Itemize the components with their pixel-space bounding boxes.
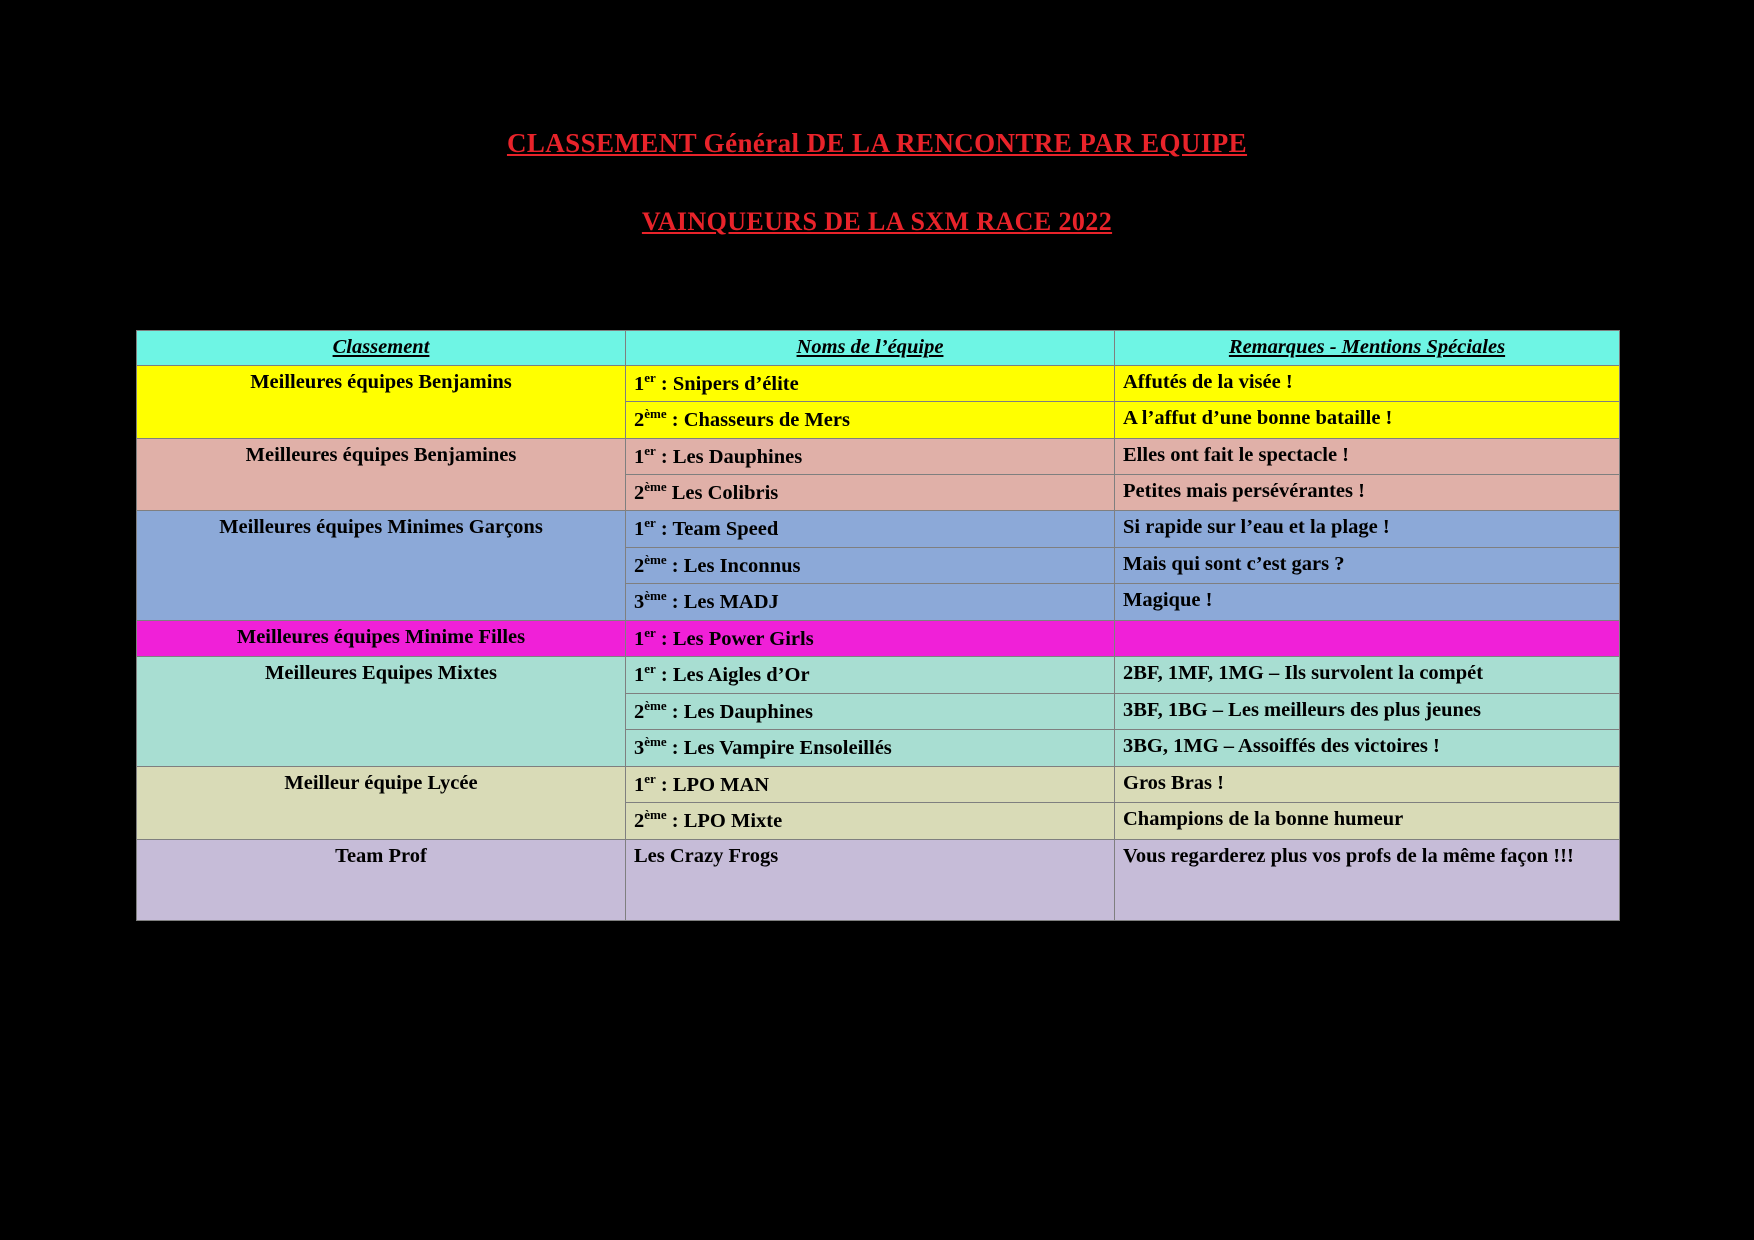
category-cell: Meilleur équipe Lycée — [137, 766, 626, 839]
rank-number: 3 — [634, 736, 645, 759]
rank-ordinal-suffix: er — [644, 770, 656, 786]
rank-ordinal-suffix: ème — [644, 406, 667, 422]
rank-ordinal-suffix: ème — [644, 478, 667, 494]
document-titles — [0, 128, 1754, 237]
team-label: Les MADJ — [683, 591, 779, 614]
remark-cell: 2BF, 1MF, 1MG – Ils survolent la compét — [1115, 657, 1620, 693]
category-cell: Meilleures équipes Benjamins — [137, 365, 626, 438]
team-label: Chasseurs de Mers — [683, 408, 850, 431]
rank-ordinal-suffix: er — [644, 624, 656, 640]
category-cell: Meilleures équipes Minimes Garçons — [137, 511, 626, 620]
remark-cell: Si rapide sur l’eau et la plage ! — [1115, 511, 1620, 547]
team-name-cell — [626, 474, 1115, 510]
remark-cell: Vous regarderez plus vos profs de la même façon !!! — [1115, 839, 1620, 920]
table-row — [137, 511, 1620, 547]
ranking-table-container — [136, 330, 1619, 921]
rank-number: 2 — [634, 809, 645, 832]
rank-ordinal-suffix: er — [644, 661, 656, 677]
rank-number: 1 — [634, 445, 645, 468]
rank-number: 2 — [634, 554, 645, 577]
rank-ordinal-suffix: ème — [644, 807, 667, 823]
team-label: Les Colibris — [671, 481, 779, 504]
team-name-cell: 3ème : Les Vampire Ensoleillés — [626, 730, 1115, 766]
team-label: Team Speed — [672, 518, 779, 541]
team-name-cell: 1er : Les Aigles d’Or — [626, 657, 1115, 693]
rank-number: 1 — [634, 372, 645, 395]
category-cell: Team Prof — [137, 839, 626, 920]
team-name-cell: 2ème : Les Dauphines — [626, 693, 1115, 729]
remark-cell — [1115, 620, 1620, 656]
team-name-cell — [626, 839, 1115, 920]
remark-cell: Champions de la bonne humeur — [1115, 803, 1620, 839]
column-header-remarques: Remarques - Mentions Spéciales — [1115, 331, 1620, 366]
team-label: Les Inconnus — [683, 554, 801, 577]
table-header — [137, 331, 1620, 366]
rank-ordinal-suffix: ème — [644, 588, 667, 604]
rank-number: 2 — [634, 408, 645, 431]
team-label: Les Aigles d’Or — [672, 664, 810, 687]
rank-ordinal-suffix: er — [644, 369, 656, 385]
team-name-cell: 2ème : Chasseurs de Mers — [626, 402, 1115, 438]
remark-cell: A l’affut d’une bonne bataille ! — [1115, 402, 1620, 438]
table-row — [137, 365, 1620, 401]
remark-cell: 3BG, 1MG – Assoiffés des victoires ! — [1115, 730, 1620, 766]
team-name-cell: 1er : Les Power Girls — [626, 620, 1115, 656]
table-row — [137, 766, 1620, 802]
category-cell: Meilleures Equipes Mixtes — [137, 657, 626, 766]
team-name-cell: 2ème : Les Inconnus — [626, 547, 1115, 583]
rank-number: 2 — [634, 481, 645, 504]
remark-cell: 3BF, 1BG – Les meilleurs des plus jeunes — [1115, 693, 1620, 729]
team-name-cell: 2ème : LPO Mixte — [626, 803, 1115, 839]
remark-cell: Elles ont fait le spectacle ! — [1115, 438, 1620, 474]
remark-cell: Gros Bras ! — [1115, 766, 1620, 802]
column-header-classement: Classement — [137, 331, 626, 366]
team-name-cell: 3ème : Les MADJ — [626, 584, 1115, 620]
column-header-noms-equipe: Noms de l’équipe — [626, 331, 1115, 366]
team-label: Les Crazy Frogs — [634, 844, 779, 867]
team-label: LPO Mixte — [683, 809, 783, 832]
table-body — [137, 365, 1620, 920]
ranking-table — [136, 330, 1620, 921]
rank-ordinal-suffix: ème — [644, 697, 667, 713]
page-subtitle: VAINQUEURS DE LA SXM RACE 2022 — [641, 207, 1113, 236]
rank-ordinal-suffix: ème — [644, 551, 667, 567]
rank-number: 3 — [634, 591, 645, 614]
remark-cell: Mais qui sont c’est gars ? — [1115, 547, 1620, 583]
team-name-cell: 1er : Les Dauphines — [626, 438, 1115, 474]
page-title: CLASSEMENT Général DE LA RENCONTRE PAR EQUIPE — [506, 128, 1248, 158]
rank-ordinal-suffix: er — [644, 442, 656, 458]
team-label: Les Dauphines — [672, 445, 803, 468]
category-cell: Meilleures équipes Benjamines — [137, 438, 626, 511]
remark-cell: Affutés de la visée ! — [1115, 365, 1620, 401]
table-row — [137, 438, 1620, 474]
rank-ordinal-suffix: er — [644, 515, 656, 531]
remark-cell: Magique ! — [1115, 584, 1620, 620]
rank-number: 1 — [634, 627, 645, 650]
team-label: Snipers d’élite — [672, 372, 799, 395]
rank-number: 1 — [634, 664, 645, 687]
team-name-cell: 1er : LPO MAN — [626, 766, 1115, 802]
team-name-cell: 1er : Team Speed — [626, 511, 1115, 547]
team-label: Les Dauphines — [683, 700, 814, 723]
category-cell: Meilleures équipes Minime Filles — [137, 620, 626, 656]
table-row — [137, 620, 1620, 656]
table-row — [137, 839, 1620, 920]
rank-number: 1 — [634, 518, 645, 541]
table-row — [137, 657, 1620, 693]
table-header-row — [137, 331, 1620, 366]
team-label: LPO MAN — [672, 773, 770, 796]
team-name-cell: 1er : Snipers d’élite — [626, 365, 1115, 401]
team-label: Les Vampire Ensoleillés — [683, 736, 892, 759]
team-label: Les Power Girls — [672, 627, 814, 650]
rank-ordinal-suffix: ème — [644, 734, 667, 750]
rank-number: 2 — [634, 700, 645, 723]
rank-number: 1 — [634, 773, 645, 796]
remark-cell: Petites mais persévérantes ! — [1115, 474, 1620, 510]
